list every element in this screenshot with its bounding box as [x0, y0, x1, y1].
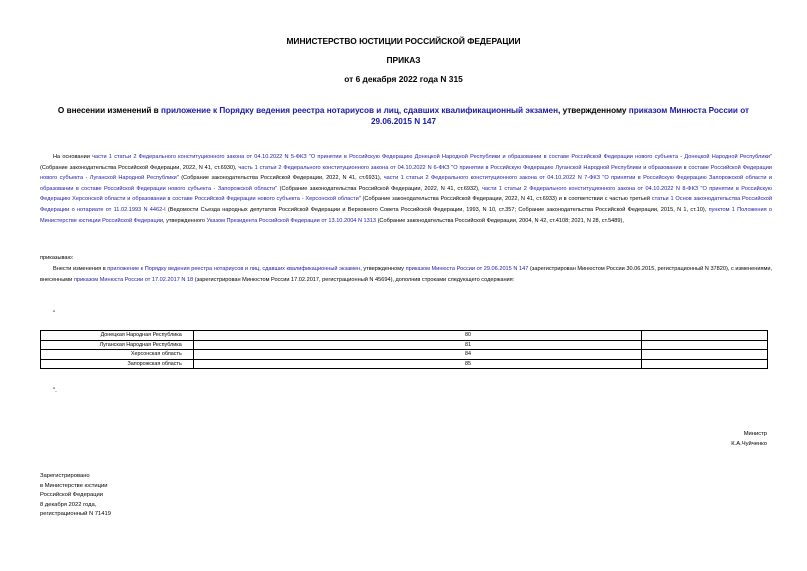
title-link-appendix[interactable]: приложение к Порядку ведения реестра нотариусов и лиц, сдавших квалификационный экзамен	[161, 106, 559, 115]
basis-text-2: (Собрание законодательства Российской Федерации, 2022, N 41, ст.6930),	[40, 164, 239, 171]
table-cell-empty	[642, 359, 768, 369]
registration-block	[40, 472, 111, 520]
doc-type-heading: ПРИКАЗ	[386, 55, 421, 65]
table-row	[41, 340, 768, 350]
amend-text-1: Внести изменения в	[53, 266, 108, 272]
quote-close: ".	[53, 388, 57, 394]
basis-link-2[interactable]: часть 1 статьи 2 Федерального конституционного закона от 04.10.2022 N 6-ФКЗ "О принятии в Российскую Федерацию Луганской Народной Республики и образовании в составе Российской Федерации нового субъекта - Луганской Народной Республики"	[40, 164, 772, 182]
amend-text-2: , утвержденному	[360, 266, 406, 272]
title-text-1: О внесении изменений в	[57, 106, 161, 115]
basis-paragraph	[40, 152, 772, 226]
table-row	[41, 359, 768, 369]
basis-link-7[interactable]: Указом Президента Российской Федерации от 13.10.2004 N 1313	[206, 217, 377, 224]
table-cell-name: Донецкая Народная Республика	[41, 331, 194, 341]
amend-text-3: (зарегистрирован Минюстом России 30.06.2015, регистрационный N 37820), с изменениями, внесенными	[40, 266, 773, 283]
document-title	[40, 105, 767, 127]
basis-link-5[interactable]: статьи 1 Основ законодательства Российской Федерации о нотариате от 11.02.1993 N 4462-I	[40, 196, 772, 213]
basis-text-4: (Собрание законодательства Российской Федерации, 2022, N 41, ст.6932),	[277, 185, 482, 192]
order-verb: приказываю:	[40, 255, 74, 261]
table-cell-empty	[642, 331, 768, 341]
table-cell-name: Запорожская область	[41, 359, 194, 369]
basis-text-6: (Ведомости Съезда народных депутатов Российской Федерации и Верховного Совета Российской Федерации, 1993, N 10, ст.357; Собрание законодательства Российской Федерации, 2015, N 1, ст.10),	[165, 206, 709, 213]
table-cell-empty	[642, 340, 768, 350]
amend-link-1[interactable]: приложение к Порядку ведения реестра нотариусов и лиц, сдавших квалификационный экзамен	[107, 266, 361, 272]
table-row	[41, 350, 768, 360]
table-cell-code: 80	[193, 331, 641, 341]
basis-text-1: На основании	[53, 154, 93, 160]
registration-line: 8 декабря 2022 года,	[40, 501, 97, 508]
basis-link-1[interactable]: части 1 статьи 2 Федерального конституционного закона от 04.10.2022 N 5-ФКЗ "О принятии в Российскую Федерацию Донецкой Народной Республики и образовании в составе Российской Федерации нового субъекта - Донецкой Народной Республики"	[92, 154, 772, 160]
table-cell-code: 84	[193, 350, 641, 360]
title-text-2: , утвержденному	[558, 106, 629, 115]
registration-line: Российской Федерации	[40, 492, 104, 499]
signature-name: К.А.Чуйченко	[731, 440, 767, 447]
basis-link-3[interactable]: части 1 статьи 2 Федерального конституционного закона от 04.10.2022 N 7-ФКЗ "О принятии в Российскую Федерацию Запорожской области и образовании в составе Российской Федерации нового субъекта - Запорожской области"	[40, 175, 773, 192]
amend-text-4: (зарегистрирован Минюстом России 17.02.2017, регистрационный N 45694), дополнив строками следующего содержания:	[193, 276, 515, 283]
date-number-heading: от 6 декабря 2022 года N 315	[344, 74, 463, 84]
quote-open: "	[53, 311, 56, 317]
table-row	[41, 331, 768, 341]
ministry-heading: МИНИСТЕРСТВО ЮСТИЦИИ РОССИЙСКОЙ ФЕДЕРАЦИИ	[286, 36, 521, 46]
signature-block	[731, 430, 767, 449]
regions-table	[40, 330, 768, 369]
basis-link-4[interactable]: части 1 статьи 2 Федерального конституционного закона от 04.10.2022 N 8-ФКЗ "О принятии в Российскую Федерацию Херсонской области и образовании в составе Российской Федерации нового субъекта - Херсонской области"	[40, 185, 772, 203]
table-cell-empty	[642, 350, 768, 360]
amend-link-3[interactable]: приказом Минюста России от 17.02.2017 N 18	[73, 276, 194, 283]
table-cell-code: 85	[193, 359, 641, 369]
basis-text-8: (Собрание законодательства Российской Федерации, 2004, N 42, ст.4108; 2021, N 28, ст.5489),	[376, 217, 624, 224]
registration-line: регистрационный N 71419	[40, 511, 111, 518]
signature-position: Министр	[743, 431, 767, 437]
table-cell-name: Херсонская область	[41, 350, 194, 360]
basis-text-3: (Собрание законодательства Российской Федерации, 2022, N 41, ст.6931),	[178, 175, 384, 182]
basis-link-6[interactable]: пунктом 1 Положения о Министерстве юстиции Российской Федерации	[40, 206, 772, 224]
table-cell-name: Луганская Народная Республика	[41, 340, 194, 350]
basis-text-7: , утвержденного	[162, 217, 207, 224]
table-cell-code: 81	[193, 340, 641, 350]
basis-text-5: (Собрание законодательства Российской Федерации, 2022, N 41, ст.6933) и в соответствии с частью третьей	[360, 196, 652, 203]
amendment-paragraph	[40, 264, 772, 285]
registration-line: в Министерстве юстиции	[40, 482, 108, 489]
registration-line: Зарегистрировано	[40, 473, 90, 479]
amend-link-2[interactable]: приказом Минюста России от 29.06.2015 N 147	[405, 266, 529, 272]
title-link-order[interactable]: приказом Минюста России от 29.06.2015 N 147	[370, 106, 750, 126]
